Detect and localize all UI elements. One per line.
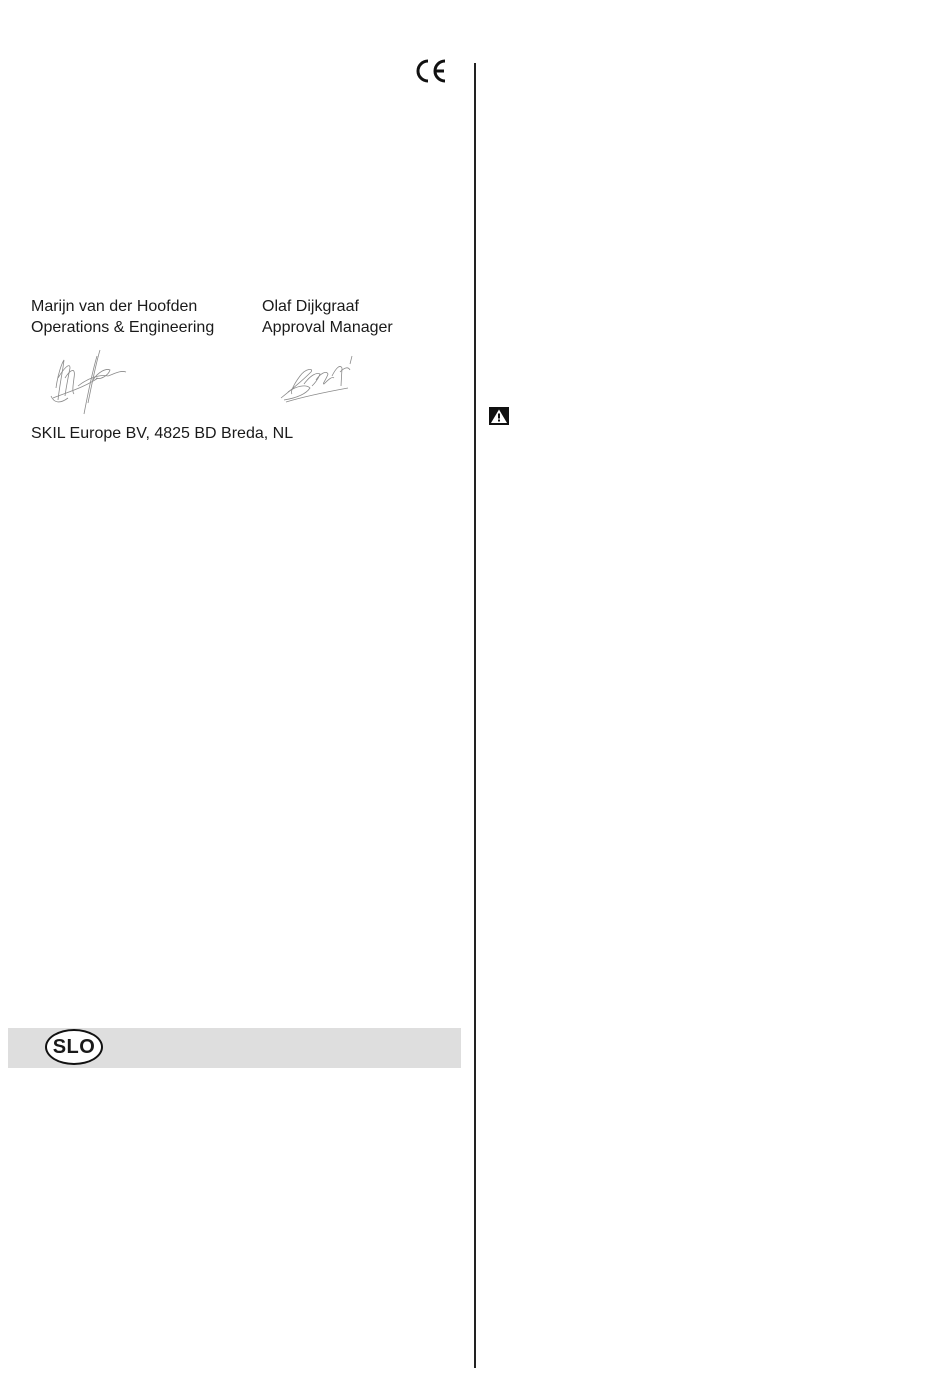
warning-triangle-icon — [489, 407, 509, 425]
signatory-name: Marijn van der Hoofden — [31, 298, 198, 315]
column-divider — [474, 63, 476, 1368]
signature-left — [48, 348, 130, 416]
signatory-right — [262, 296, 393, 338]
company-address: SKIL Europe BV, 4825 BD Breda, NL — [31, 425, 294, 442]
language-section-bar — [8, 1028, 461, 1068]
signature-right — [276, 354, 356, 404]
ce-mark-icon — [414, 58, 448, 84]
signatory-title: Approval Manager — [262, 319, 393, 336]
signatory-title: Operations & Engineering — [31, 319, 215, 336]
signatory-left — [31, 296, 214, 338]
language-badge: SLO — [45, 1029, 103, 1065]
signatory-name: Olaf Dijkgraaf — [262, 298, 359, 315]
